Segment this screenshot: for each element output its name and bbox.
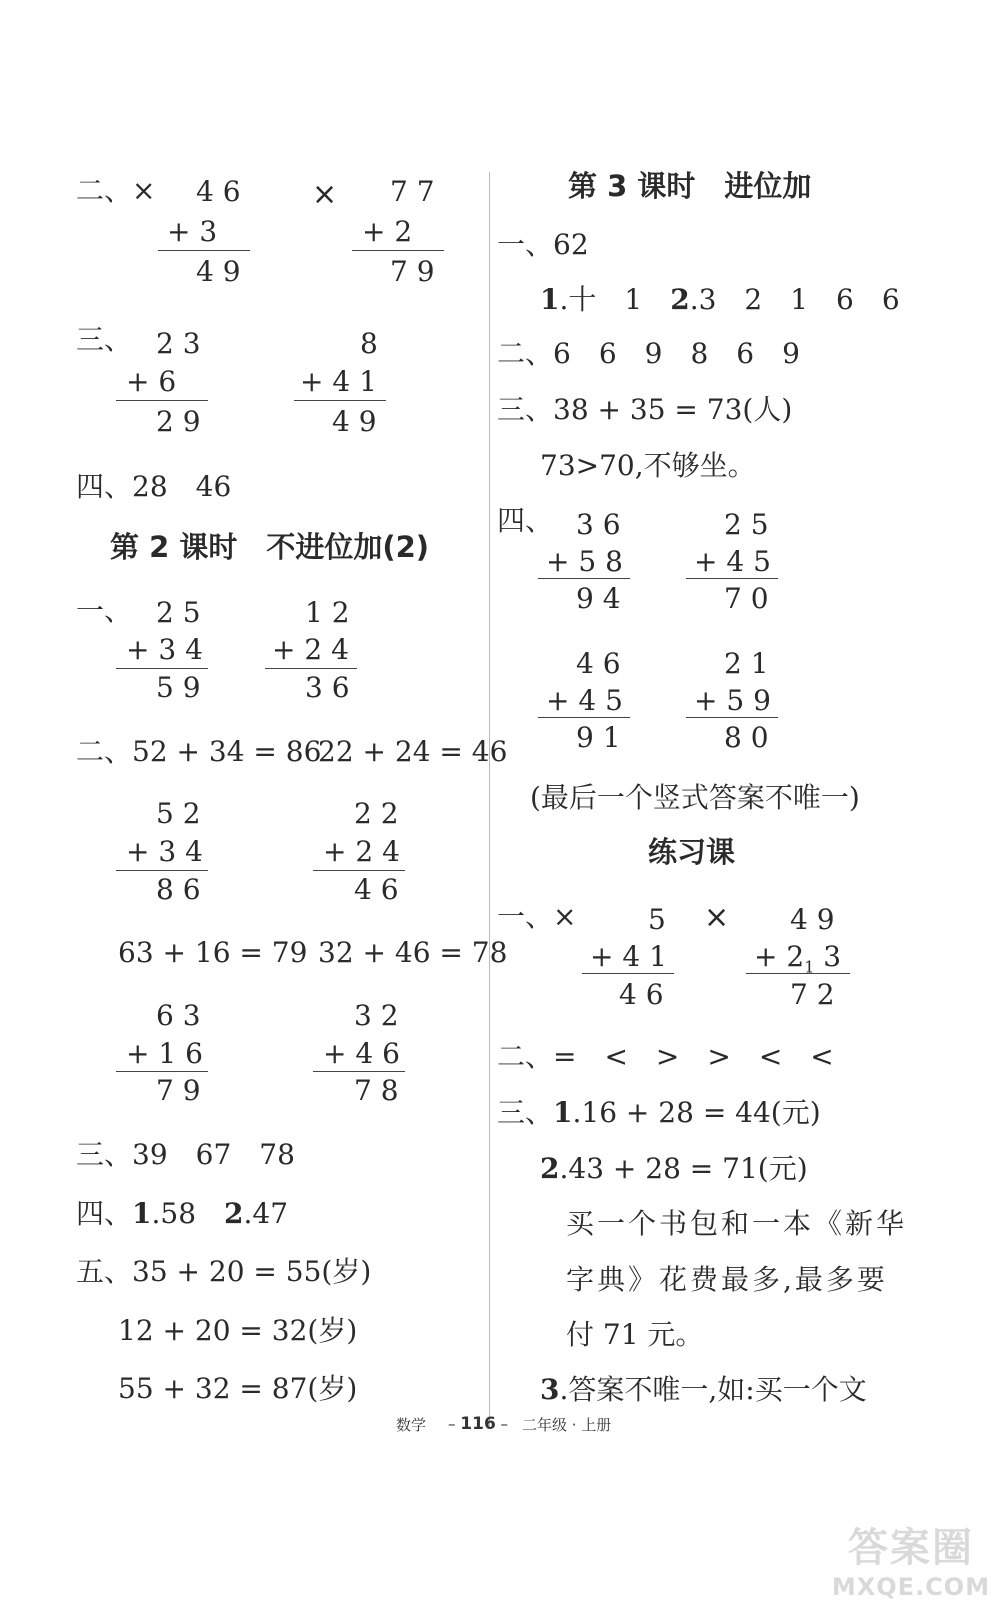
l2-2-v3a: 6 3 xyxy=(156,999,201,1032)
p3-1: 三、1.16 + 28 = 44(元) xyxy=(497,1096,821,1129)
left-s3-b1: + 6 xyxy=(126,365,177,398)
p1-r1: 4 6 xyxy=(619,978,664,1011)
left-s3-line2 xyxy=(294,400,386,401)
l2-2-v3b: + 1 6 xyxy=(126,1037,203,1070)
l2-2-v4b: + 4 6 xyxy=(323,1037,400,1070)
r4-note: (最后一个竖式答案不唯一) xyxy=(530,781,860,814)
r3b: 73>70,不够坐。 xyxy=(540,449,756,482)
r3a: 三、38 + 35 = 73(人) xyxy=(497,393,793,426)
footer-subject: 数学 xyxy=(396,1416,427,1434)
l2-2-eq2: 22 + 24 = 46 xyxy=(318,735,508,768)
p1-a2: 4 9 xyxy=(790,903,835,936)
l2-5-eq3: 55 + 32 = 87(岁) xyxy=(118,1372,358,1405)
r4-r1: 9 4 xyxy=(576,582,621,615)
p1-line2 xyxy=(746,973,850,974)
r4-a3: 4 6 xyxy=(576,647,621,680)
left-s2-r1: 4 9 xyxy=(196,255,241,288)
l2-2-line3 xyxy=(116,1071,208,1072)
p1-mark2: × xyxy=(704,900,730,935)
p1-b2: + $2_1$ 3 xyxy=(754,940,842,977)
p3-line1: 买一个书包和一本《新华 xyxy=(566,1207,908,1240)
l2-2-eq4: 32 + 46 = 78 xyxy=(318,936,508,969)
column-divider xyxy=(489,172,490,1427)
lesson3-title: 第 3 课时 进位加 xyxy=(568,169,812,203)
l2-3: 三、39 67 78 xyxy=(76,1138,295,1171)
p3-3: 3.答案不唯一,如:买一个文 xyxy=(540,1373,867,1406)
p1-mark: 一、× xyxy=(497,900,577,933)
left-s4: 四、28 46 xyxy=(76,470,232,503)
left-s2-mark2: × xyxy=(312,177,338,212)
l2-2-line1 xyxy=(116,870,208,871)
r4-r4: 8 0 xyxy=(724,721,769,754)
l2-1-r1: 5 9 xyxy=(156,671,201,704)
r4-b4: + 5 9 xyxy=(694,684,771,717)
l2-1-b1: + 3 4 xyxy=(126,633,203,666)
lesson2-title: 第 2 课时 不进位加(2) xyxy=(110,530,430,564)
practice-title: 练习课 xyxy=(648,835,736,869)
l2-2-v1a: 5 2 xyxy=(156,797,201,830)
l2-1-line2 xyxy=(265,668,357,669)
left-s3-b2: + 4 1 xyxy=(300,365,377,398)
p1-line1 xyxy=(582,973,674,974)
left-s2-r2: 7 9 xyxy=(390,255,435,288)
p1-r2: 7 2 xyxy=(790,978,835,1011)
left-s3-r1: 2 9 xyxy=(156,405,201,438)
p2: 二、= < > > < < xyxy=(497,1040,834,1073)
r4-b3: + 4 5 xyxy=(546,684,623,717)
r4-line1 xyxy=(538,578,630,579)
l2-1-a2: 1 2 xyxy=(305,596,350,629)
left-s3-line1 xyxy=(116,400,208,401)
r4-mark: 四、 xyxy=(497,504,554,537)
l2-2-v2a: 2 2 xyxy=(354,797,399,830)
l2-5-eq1: 五、35 + 20 = 55(岁) xyxy=(76,1255,372,1288)
footer-page: – 116 – xyxy=(448,1414,509,1434)
l2-2-v2r: 4 6 xyxy=(354,873,399,906)
p1-b1: + 4 1 xyxy=(590,940,667,973)
p3-line3: 付 71 元。 xyxy=(566,1318,704,1351)
left-s2-a1: 4 6 xyxy=(196,175,241,208)
r4-line4 xyxy=(686,717,778,718)
left-s3-a1: 2 3 xyxy=(156,327,201,360)
l2-1-r2: 3 6 xyxy=(305,671,350,704)
l2-2-eq3: 63 + 16 = 79 xyxy=(118,936,308,969)
r2: 二、6 6 9 8 6 9 xyxy=(497,337,800,370)
l2-1-a1: 2 5 xyxy=(156,596,201,629)
left-s2-mark1: 二、× xyxy=(76,174,156,207)
p3-line2: 字典》花费最多,最多要 xyxy=(566,1263,888,1296)
r1: 一、62 xyxy=(497,228,589,261)
l2-2-v1b: + 3 4 xyxy=(126,835,203,868)
r4-line3 xyxy=(538,717,630,718)
p3-2: 2.43 + 28 = 71(元) xyxy=(540,1152,808,1185)
l2-2-line2 xyxy=(313,870,405,871)
left-s2-b1: + 3 xyxy=(167,215,218,248)
l2-2-v4r: 7 8 xyxy=(354,1074,399,1107)
l2-2-v2b: + 2 4 xyxy=(323,835,400,868)
left-s3-a2: 8 xyxy=(360,327,378,360)
l2-2-v3r: 7 9 xyxy=(156,1074,201,1107)
l2-4: 四、1.58 2.47 xyxy=(76,1197,289,1230)
l2-1-line1 xyxy=(116,668,208,669)
r4-r3: 9 1 xyxy=(576,721,621,754)
r4-line2 xyxy=(686,578,778,579)
left-s2-line2 xyxy=(352,250,444,251)
r4-a1: 3 6 xyxy=(576,508,621,541)
l2-1-b2: + 2 4 xyxy=(272,633,349,666)
r1b: 1.十 1 2.3 2 1 6 6 xyxy=(540,283,900,316)
watermark-logo: 答案圈 MXQE.COM xyxy=(831,1525,991,1601)
p1-a1: 5 xyxy=(648,903,666,936)
left-s2-a2: 7 7 xyxy=(390,175,435,208)
r4-b1: + 5 8 xyxy=(546,545,623,578)
l2-2-line4 xyxy=(313,1071,405,1072)
l2-2-eq1: 二、52 + 34 = 86 xyxy=(76,735,322,768)
l2-1-mark: 一、 xyxy=(76,594,133,627)
r4-r2: 7 0 xyxy=(724,582,769,615)
left-s3-mark: 三、 xyxy=(76,323,133,356)
r4-b2: + 4 5 xyxy=(694,545,771,578)
r4-a2: 2 5 xyxy=(724,508,769,541)
left-s3-r2: 4 9 xyxy=(332,405,377,438)
l2-2-v4a: 3 2 xyxy=(354,999,399,1032)
left-s2-line1 xyxy=(158,250,250,251)
l2-2-v1r: 8 6 xyxy=(156,873,201,906)
l2-5-eq2: 12 + 20 = 32(岁) xyxy=(118,1314,358,1347)
r4-a4: 2 1 xyxy=(724,647,769,680)
footer-grade: 二年级 · 上册 xyxy=(522,1416,612,1434)
left-s2-b2: + 2 xyxy=(362,215,413,248)
